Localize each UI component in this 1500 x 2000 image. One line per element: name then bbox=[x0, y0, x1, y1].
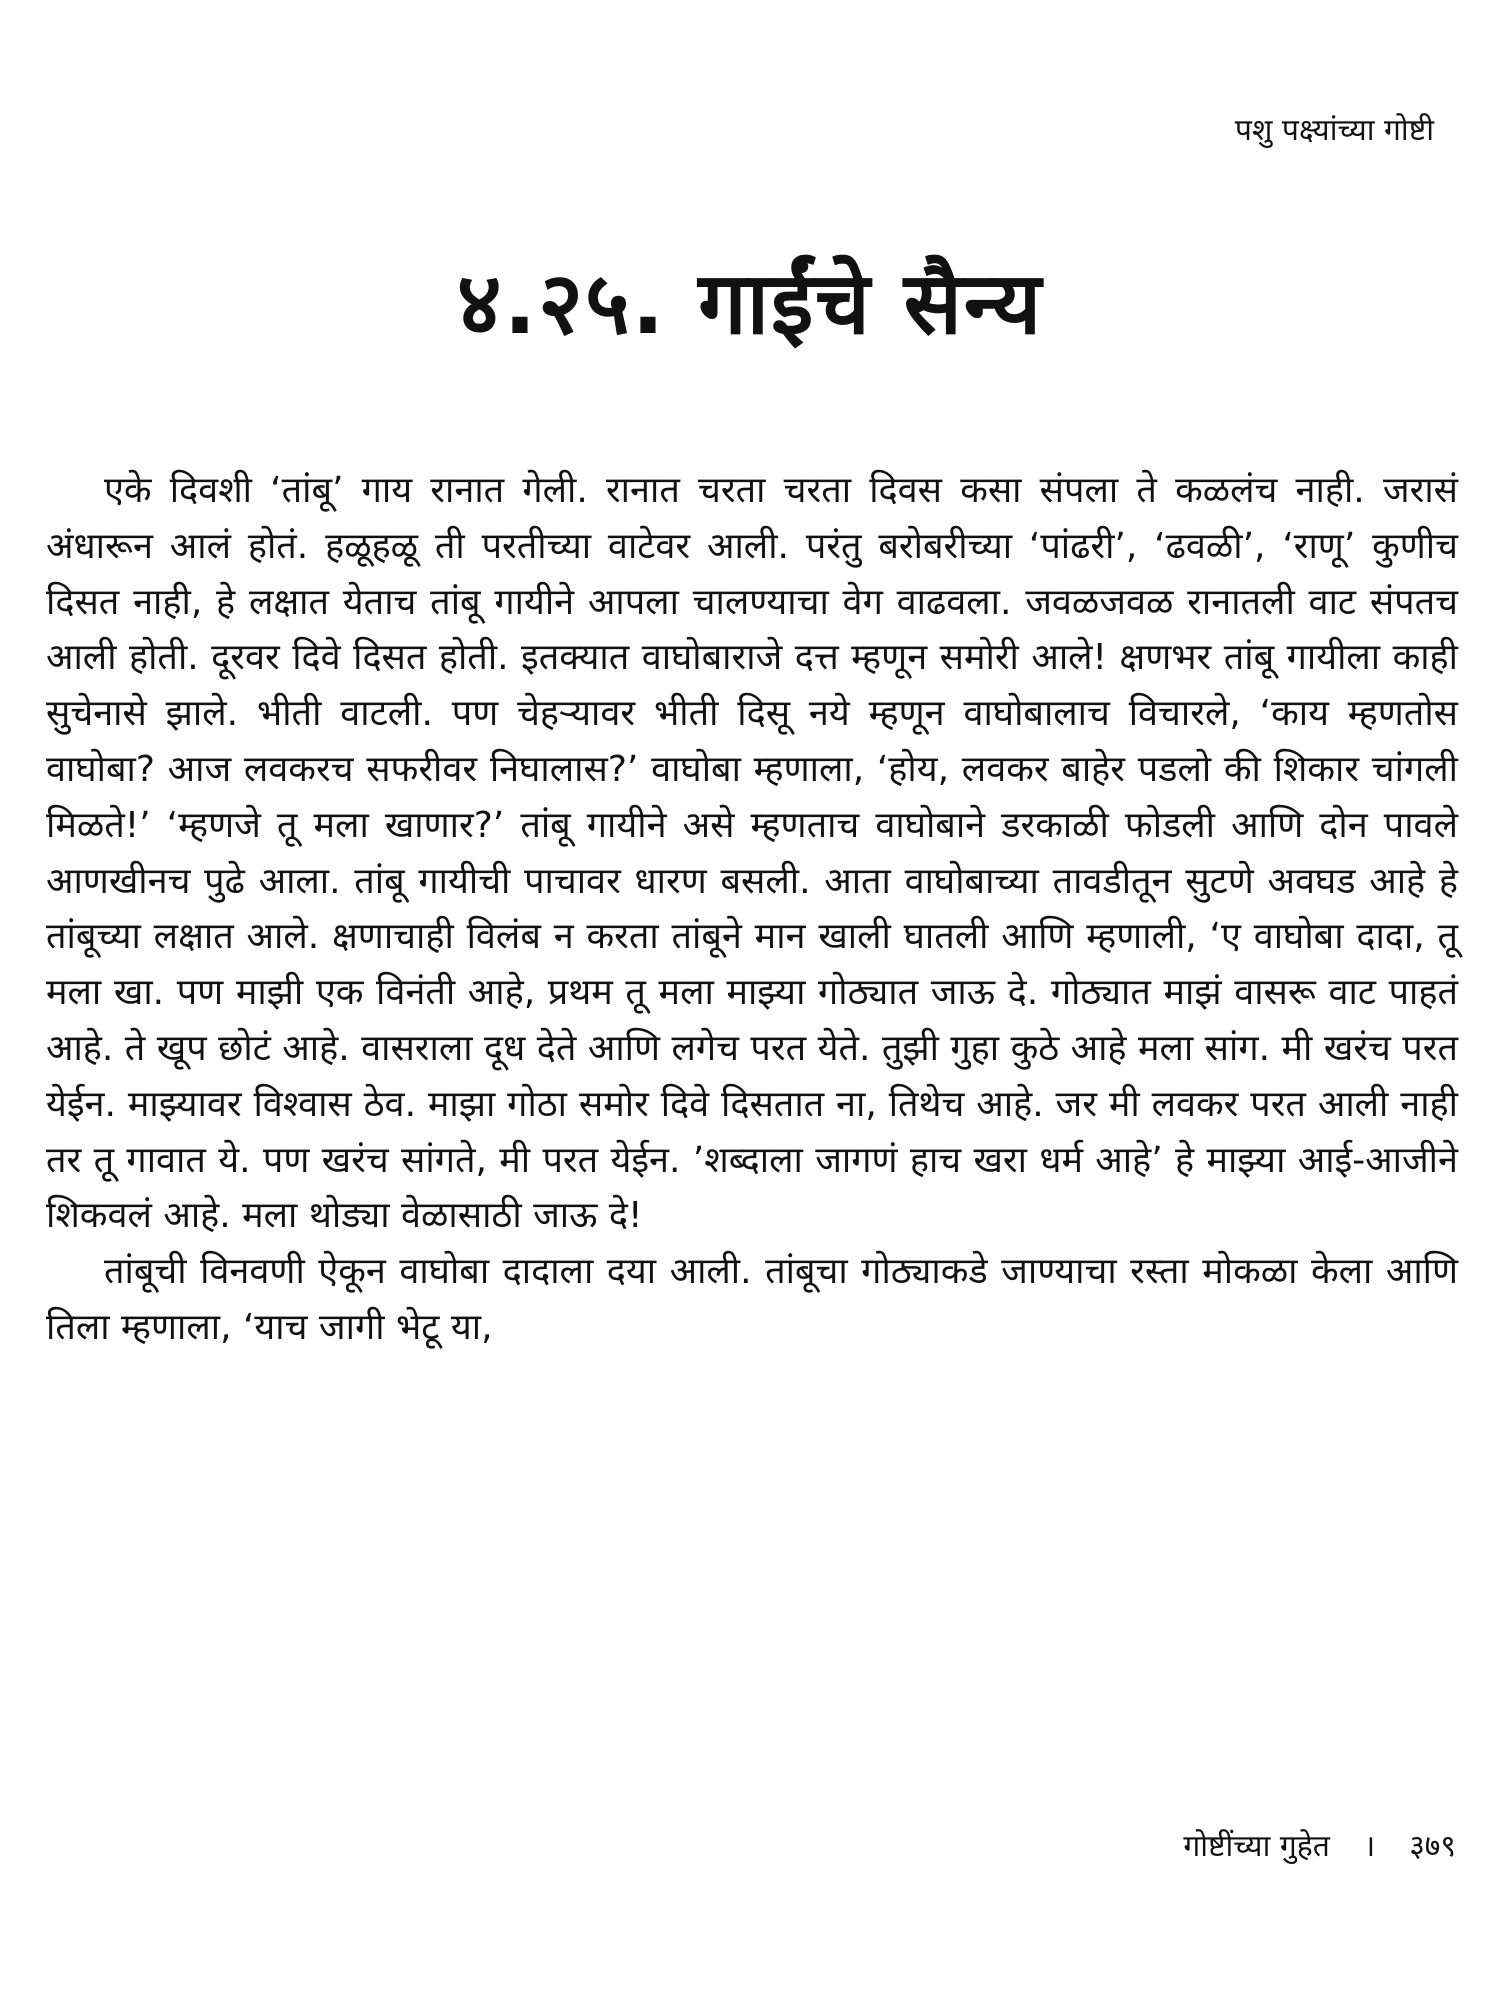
running-header: पशु पक्ष्यांच्या गोष्टी bbox=[1234, 113, 1434, 148]
page-footer bbox=[1183, 1824, 1456, 1865]
page-number: ३७९ bbox=[1409, 1829, 1456, 1864]
body-text bbox=[46, 463, 1458, 1356]
paragraph-2: तांबूची विनवणी ऐकून वाघोबा दादाला दया आली. तांबूचा गोठ्याकडे जाण्याचा रस्ता मोकळा केला आणि तिला म्हणाला, ‘याच जागी भेटू या, bbox=[46, 1251, 1458, 1348]
paragraph-1: एके दिवशी ‘तांबू’ गाय रानात गेली. रानात चरता चरता दिवस कसा संपला ते कळलंच नाही. जरासं अंधारून आलं होतं. हळूहळू ती परतीच्या वाटेवर आली. परंतु बरोबरीच्या ‘पांढरी’, ‘ढवळी’, ‘राणू’ कुणीच दिसत नाही, हे लक्षात येताच तांबू गायीने आपला चालण्याचा वेग वाढवला. जवळजवळ रानातली वाट संपतच आली होती. दूरवर दिवे दिसत होती. इतक्यात वाघोबाराजे दत्त म्हणून समोरी आले! क्षणभर तांबू गायीला काही सुचेनासे झाले. भीती वाटली. पण चेहऱ्यावर भीती दिसू नये म्हणून वाघोबालाच विचारले, ‘काय म्हणतोस वाघोबा? आज लवकरच सफरीवर निघालास?’ वाघोबा म्हणाला, ‘होय, लवकर बाहेर पडलो की शिकार चांगली मिळते!’ ‘म्हणजे तू मला खाणार?’ तांबू गायीने असे म्हणताच वाघोबाने डरकाळी फोडली आणि दोन पावले आणखीनच पुढे आला. तांबू गायीची पाचावर धारण बसली. आता वाघोबाच्या तावडीतून सुटणे अवघड आहे हे तांबूच्या लक्षात आले. क्षणाचाही विलंब न करता तांबूने मान खाली घातली आणि म्हणाली, ‘ए वाघोबा दादा, तू मला खा. पण माझी एक विनंती आहे, प्रथम तू मला माझ्या गोठ्यात जाऊ दे. गोठ्यात माझं वासरू वाट पाहतं आहे. ते खूप छोटं आहे. वासराला दूध देते आणि लगेच परत येते. तुझी गुहा कुठे आहे मला सांग. मी खरंच परत येईन. माझ्यावर विश्वास ठेव. माझा गोठा समोर दिवे दिसतात ना, तिथेच आहे. जर मी लवकर परत आली नाही तर तू गावात ये. पण खरंच सांगते, मी परत येईन. ’शब्दाला जागणं हाच खरा धर्म आहे’ हे माझ्या आई-आजीने शिकवलं आहे. मला थोड्या वेळासाठी जाऊ दे! bbox=[46, 470, 1458, 1237]
chapter-title: ४.२५. गाईंचे सैन्य bbox=[456, 254, 1044, 354]
footer-book-title: गोष्टींच्या गुहेत bbox=[1183, 1829, 1330, 1864]
footer-separator: । bbox=[1363, 1829, 1376, 1864]
